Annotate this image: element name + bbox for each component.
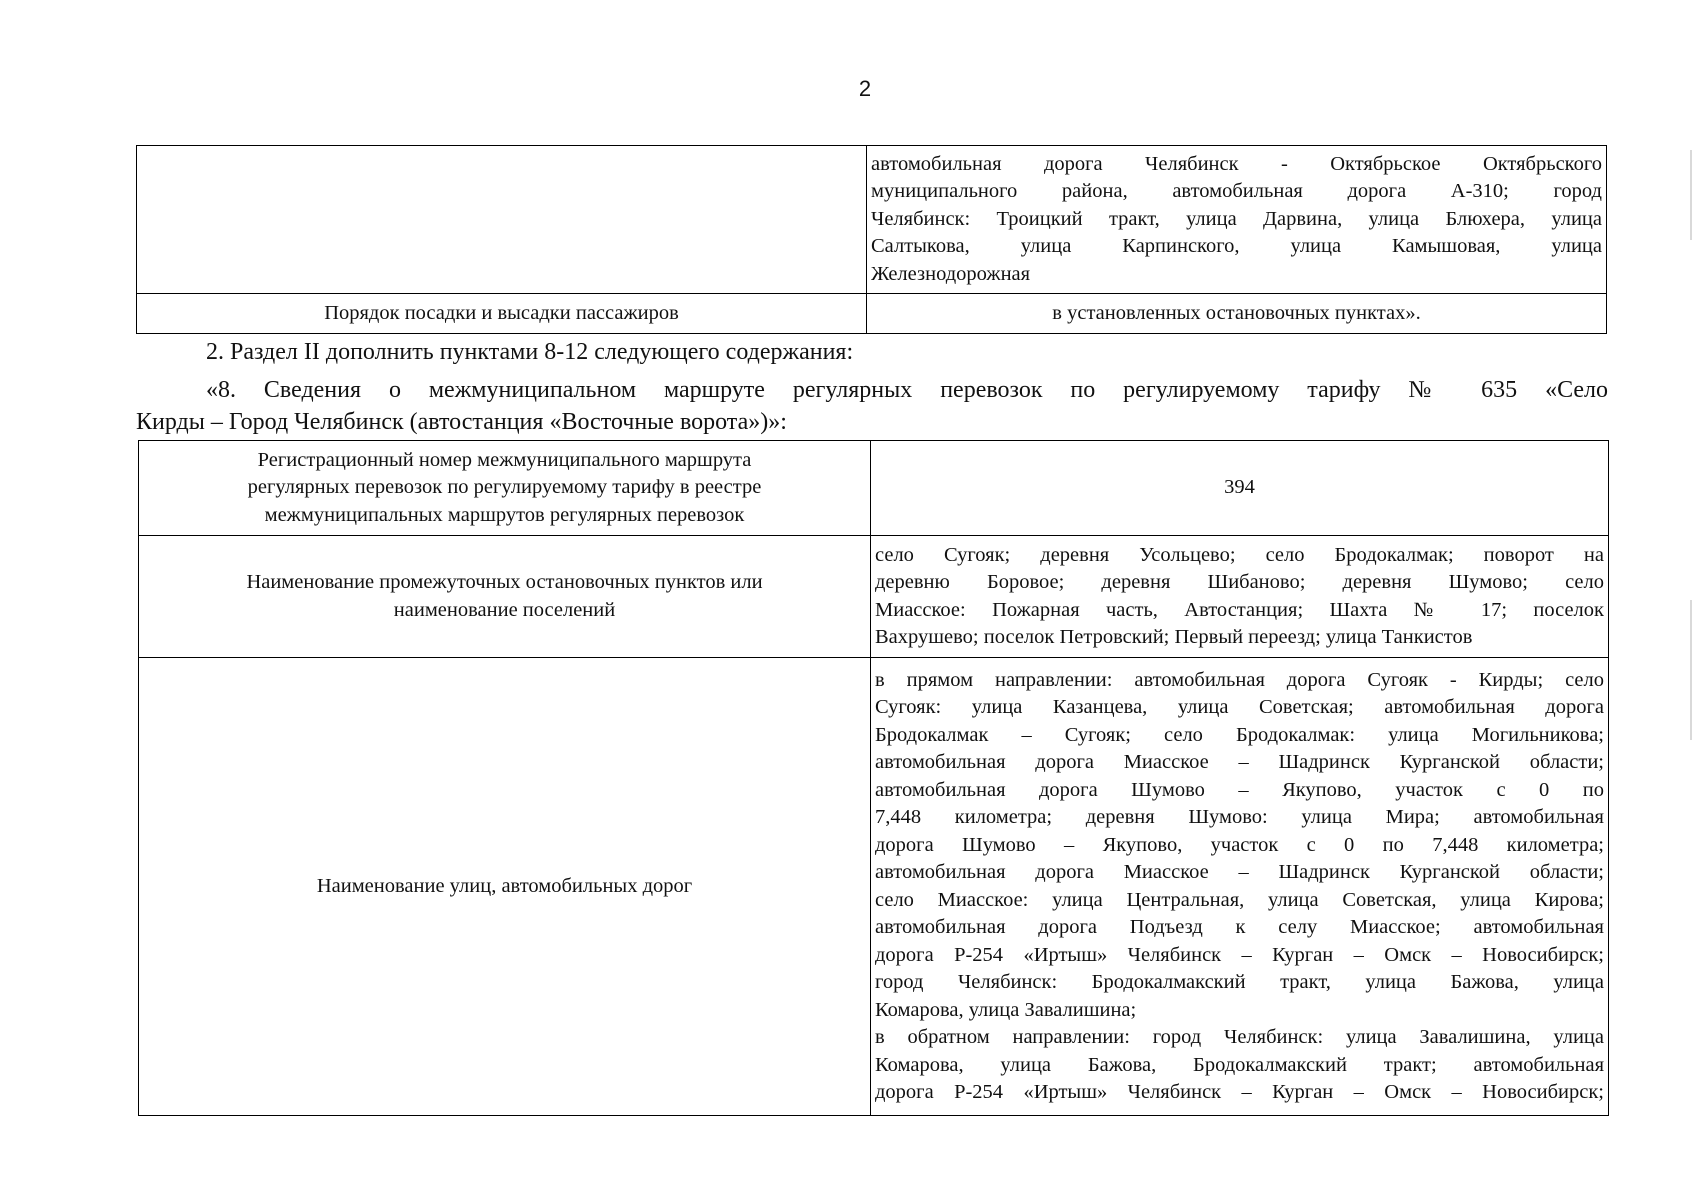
table-row bbox=[137, 146, 1607, 294]
streets-roads-value bbox=[871, 658, 1609, 1116]
boarding-order-label: Порядок посадки и высадки пассажиров bbox=[137, 294, 867, 334]
text-line: село Миасское: улица Центральная, улица Советская, улица Кирова; bbox=[875, 888, 1604, 911]
text-line: наименование поселений bbox=[393, 598, 616, 621]
text-line: дорога Р-254 «Иртыш» Челябинск – Курган – Омск – Новосибирск; bbox=[875, 1081, 1604, 1103]
heading-line: «8. Сведения о межмуниципальном маршруте регулярных перевозок по регулируемому тарифу № 635 «Село bbox=[206, 377, 1608, 403]
text-line: автомобильная дорога Шумово – Якупово, участок с 0 по bbox=[875, 778, 1604, 801]
registration-number-value: 394 bbox=[871, 441, 1609, 536]
table-row bbox=[139, 441, 1609, 536]
text-line: Салтыкова, улица Карпинского, улица Камышовая, улица bbox=[871, 235, 1602, 258]
table-row bbox=[139, 658, 1609, 1116]
scan-artifact bbox=[1690, 600, 1692, 740]
text-line: город Челябинск: Бродокалмакский тракт, улица Бажова, улица bbox=[875, 971, 1604, 993]
text-line: в прямом направлении: автомобильная дорога Сугояк - Кирды; село bbox=[875, 668, 1604, 691]
text-line: муниципального района, автомобильная дорога А-310; город bbox=[871, 180, 1602, 203]
route-info-heading bbox=[136, 374, 1608, 438]
text-line: автомобильная дорога Миасское – Шадринск Курганской области; bbox=[875, 861, 1604, 883]
text-line: Регистрационный номер межмуниципального маршрута bbox=[257, 448, 752, 471]
text-line: село Сугояк; деревня Усольцево; село Бродокалмак; поворот на bbox=[875, 543, 1604, 566]
text-line: Бродокалмак – Сугояк; село Бродокалмак: улица Могильникова; bbox=[875, 723, 1604, 746]
scan-artifact bbox=[1690, 150, 1692, 240]
text-line: межмуниципальных маршрутов регулярных перевозок bbox=[264, 503, 745, 526]
intermediate-stops-label bbox=[139, 536, 871, 658]
boarding-order-value: в установленных остановочных пунктах». bbox=[867, 294, 1607, 334]
text-line: автомобильная дорога Подъезд к селу Миасское; автомобильная bbox=[875, 916, 1604, 938]
text-line: Комарова, улица Бажова, Бродокалмакский тракт; автомобильная bbox=[875, 1053, 1604, 1076]
route-table-continued bbox=[136, 145, 1607, 334]
route-roads-cell bbox=[867, 146, 1607, 294]
text-line: Миасское: Пожарная часть, Автостанция; Шахта № 17; поселок bbox=[875, 598, 1604, 621]
route-635-table bbox=[138, 440, 1609, 1116]
text-line: регулярных перевозок по регулируемому тарифу в реестре bbox=[247, 476, 762, 499]
text-line: дорога Шумово – Якупово, участок с 0 по 7,448 километра; bbox=[875, 833, 1604, 856]
table-cell-empty bbox=[137, 146, 867, 294]
text-line: дорога Р-254 «Иртыш» Челябинск – Курган – Омск – Новосибирск; bbox=[875, 943, 1604, 966]
text-line: деревню Боровое; деревня Шибаново; деревня Шумово; село bbox=[875, 571, 1604, 593]
text-line: Комарова, улица Завалишина; bbox=[875, 998, 1137, 1021]
text-line: автомобильная дорога Миасское – Шадринск Курганской области; bbox=[875, 751, 1604, 773]
heading-line: Кирды – Город Челябинск (автостанция «Восточные ворота»)»: bbox=[136, 409, 787, 435]
text-line: автомобильная дорога Челябинск - Октябрьское Октябрьского bbox=[871, 152, 1602, 175]
text-line: 7,448 километра; деревня Шумово: улица Мира; автомобильная bbox=[875, 806, 1604, 828]
text-line: Вахрушево; поселок Петровский; Первый переезд; улица Танкистов bbox=[875, 626, 1473, 648]
text-line: Железнодорожная bbox=[871, 262, 1031, 285]
table-row bbox=[139, 536, 1609, 658]
text-line: Челябинск: Троицкий тракт, улица Дарвина, улица Блюхера, улица bbox=[871, 207, 1602, 230]
text-line: Наименование промежуточных остановочных пунктов или bbox=[246, 571, 763, 593]
text-line: в обратном направлении: город Челябинск: улица Завалишина, улица bbox=[875, 1026, 1604, 1048]
table-row bbox=[137, 294, 1607, 334]
intermediate-stops-value bbox=[871, 536, 1609, 658]
section-amendment-paragraph: 2. Раздел II дополнить пунктами 8-12 следующего содержания: bbox=[206, 339, 854, 365]
streets-roads-label: Наименование улиц, автомобильных дорог bbox=[139, 658, 871, 1116]
text-line: Сугояк: улица Казанцева, улица Советская; автомобильная дорога bbox=[875, 696, 1604, 718]
registration-number-label bbox=[139, 441, 871, 536]
page-number: 2 bbox=[858, 76, 872, 101]
